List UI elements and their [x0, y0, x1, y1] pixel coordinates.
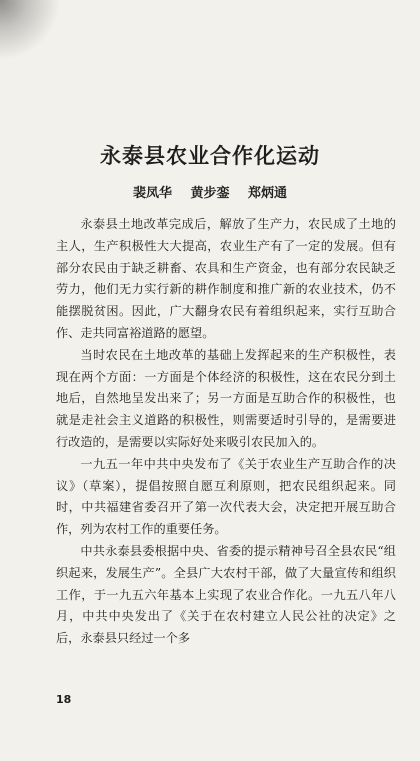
- scan-corner-shadow: [0, 0, 60, 70]
- author-name: 黄步銮: [190, 186, 230, 201]
- paragraph: 当时农民在土地改革的基础上发挥起来的生产积极性，表现在两个方面：一方面是个体经济的积极性，这在农民分到土地后，自然地呈发出来了；另一方面是互助合作的积极性，也就是走社会主义道路的积极性，则需要适时引导的，是需要进行改造的，是需要以实际好处来吸引农民加入的。: [56, 347, 396, 449]
- paragraph: 永泰县土地改革完成后，解放了生产力，农民成了土地的主人，生产积极性大大提高，农业生产有了一定的发展。但有部分农民由于缺乏耕畜、农具和生产资金，也有部分农民缺乏劳力，他们无力实行新的耕作制度和推广新的农业技术，仍不能摆脱贫困。因此，广大翻身农民有着组织起来，实行互助合作、走共同富裕道路的愿望。: [56, 217, 396, 340]
- page-number: 18: [56, 693, 72, 706]
- article-body: [56, 214, 396, 650]
- author-name: 裴凤华: [132, 186, 172, 201]
- paragraph: 一九五一年中共中央发布了《关于农业生产互助合作的决议》（草案），提倡按照自愿互利原则，把农民组织起来。同时，中共福建省委召开了第一次代表大会，决定把开展互助合作，列为农村工作的重要任务。: [56, 456, 396, 537]
- author-name: 郑炳通: [248, 186, 288, 201]
- paragraph: 中共永泰县委根据中央、省委的提示精神号召全县农民“组织起来，发展生产”。全县广大农村干部，做了大量宣传和组织工作，于一九五六年基本上实现了农业合作化。一九五八年八月，中共中央发出了《关于在农村建立人民公社的决定》之后，永泰县只经过一个多: [56, 543, 396, 646]
- author-line: [0, 182, 420, 201]
- page-title: 永泰县农业合作化运动: [100, 143, 320, 168]
